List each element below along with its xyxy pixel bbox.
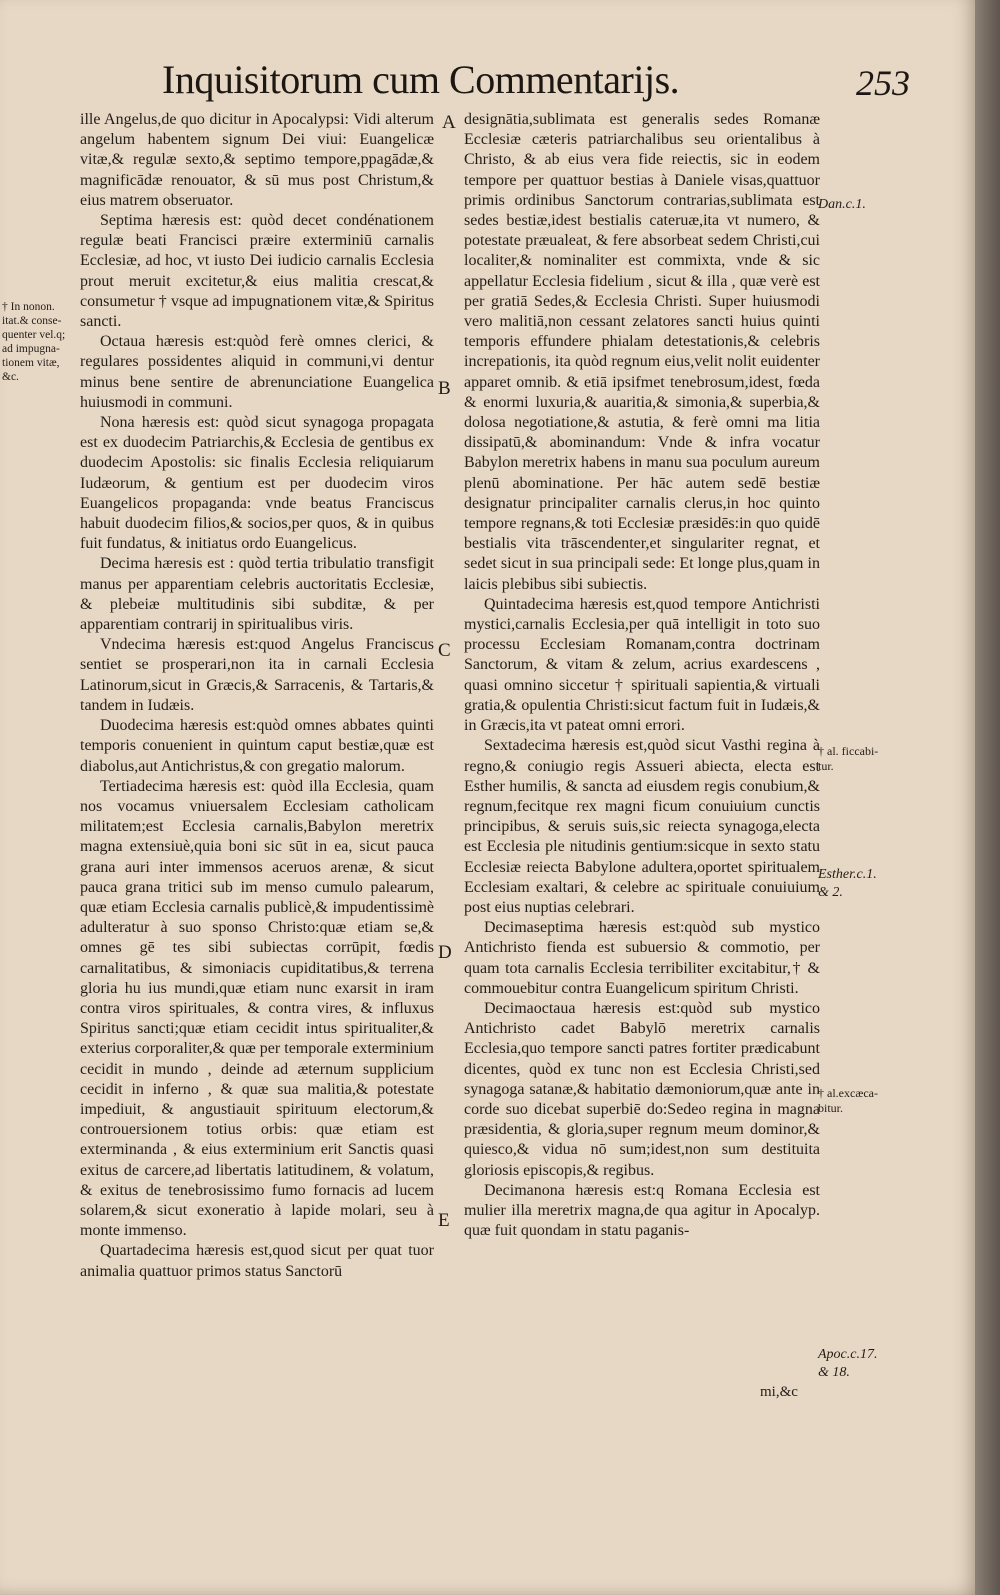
page-edge-shadow [975, 0, 1000, 1595]
section-marker-a: A [442, 112, 456, 133]
right-column [464, 110, 820, 1241]
page-number: 253 [856, 63, 910, 103]
margin-note-dan: Dan.c.1. [818, 197, 866, 212]
paragraph: designātia,sublimata est generalis sedes Romanæ Ecclesiæ cæteris patriarchalibus seu orientalibus à Christo, & ab eius vera fide reiectis, sic in eodem tempore per quattuor bestias à Daniele visas,quattuor primis ordinibus Sanctorum contrarias,sublimata est sedes bestiæ,idest bestialis cateruæ,ita vt numero, & potestate præualeat, & fere absorbeat sedem Christi,cui localiter,& nominaliter est commixta, vnde & sic appellatur Ecclesia fidelium , sicut & illa , quæ verè est per gratiā Sedes,& Ecclesia Christi. Super huiusmodi vero malitiā,non cessant zelatores sancti huius quinti temporis effundere phialam detestationis,& celebris increpationis, ita quòd regnum eius,velit nolit euidenter apparet omnib. & etiā ipsifmet tenebrosum,idest, fœda & enormi luxuria,& auaritia,& simonia,& superbia,& dolosa negotiatione,& astutia, & ferè omni ma litia dissipatū,& abominandum: Vnde & infra vocatur Babylon meretrix habens in manu sua poculum aureum plenū abominatione. Per hāc autem sedē bestiæ designatur principaliter carnalis clerus,in hoc quinto tempore regnans,& toti Ecclesiæ præsidēs:in quo quidē bestialis vita trāscendenter,et singulariter regnat, et sedet sicut in sua principali sede: Et longe plus,quam in laicis plebibus sibi subiectis. [464, 111, 820, 593]
running-title: Inquisitorum cum Commentarijs. [162, 57, 680, 102]
paragraph: Quintadecima hæresis est,quod tempore Antichristi mystici,carnalis Ecclesia,per quā intelligit in toto suo processu Ecclesiam Romanam,contra doctrinam Sanctorum, & vitam & zelum, acrius exardescens , quasi omnino siccetur † spirituali sapientia,& virtuali gratia,& opulentia Christi:sicut factum fuit in Iudæis,& in Græcis,ita vt pateat omni errori. [464, 595, 820, 735]
paragraph: Decimanona hæresis est:q Romana Ecclesia est mulier illa meretrix magna,de qua agitur in Apocalyp. quæ fuit quondam in statu paganis- [464, 1181, 820, 1240]
section-marker-d: D [438, 942, 452, 963]
paragraph: Septima hæresis est: quòd decet condénationem regulæ beati Francisci præire exterminiū carnalis Ecclesiæ, ad hoc, vt iusto Dei iudicio carnalis Ecclesia prout meruit excitetur,& eius malitia crescat,& consumetur † vsque ad impugnationem vitæ,& Spiritus sancti. [80, 212, 434, 331]
paragraph: Octaua hæresis est:quòd ferè omnes clerici, & regulares possidentes aliquid in communi,vi dentur minus bene sentire de abrenunciatione Euangelica huiusmodi in communi. [80, 333, 434, 411]
left-column [80, 110, 434, 1282]
section-marker-c: C [438, 640, 451, 661]
margin-note-alt1: † al. ficcabi- tur. [818, 744, 879, 773]
section-marker-b: B [438, 378, 451, 399]
paragraph: Quartadecima hæresis est,quod sicut per quat tuor animalia quattuor primos status Sanctorū [80, 1242, 434, 1280]
catchword: mi,&c [760, 1384, 798, 1400]
paragraph: ille Angelus,de quo dicitur in Apocalypsi: Vidi alterum angelum habentem signum Dei viui: Euangelicæ vitæ,& regulæ sexto,& septimo tempore,ppagādæ,& magnificādæ renouator, & sū mus post Christum,& eius matrem obseruator. [80, 111, 434, 209]
paragraph: Decima hæresis est : quòd tertia tribulatio transfigit manus per apparentiam celebris auctoritatis Ecclesiæ, & plebeiæ multitudinis sibi subditæ, & per apparentiam contrarij in spiritualibus viris. [80, 555, 434, 634]
paragraph: Nona hæresis est: quòd sicut synagoga propagata est ex duodecim Patriarchis,& Ecclesia de gentibus ex duodecim Apostolis: sic finalis Ecclesia reliquiarum Iudæorum, & gentium est per duodecim viros Euangelicos propaganda: vnde beatus Franciscus habuit duodecim filios,& socios,per quos, & in quibus fuit fundatus, & initiatus ordo Euangelicus. [80, 414, 434, 553]
margin-note-apoc: Apoc.c.17. & 18. [818, 1347, 878, 1380]
section-marker-e: E [438, 1210, 450, 1231]
paragraph: Decimaoctaua hæresis est:quòd sub mystico Antichristo cadet Babylō meretrix carnalis Ecclesia,quo tempore sancti patres fortiter prædicabunt dicentes, quòd ex tunc non est Ecclesia Christi,sed synagoga satanæ,& habitatio dæmoniorum,quæ ante in corde suo dicebat superbiē do:Sedeo regina in magna præsidentia, & gloria,super regnum meum dominor,& quiesco,& vidua nō sum;idest,non sum destituita gloriosis episcopis,& regibus. [464, 999, 820, 1179]
paragraph: Tertiadecima hæresis est: quòd illa Ecclesia, quam nos vocamus vniuersalem Ecclesiam catholicam militatem;est Ecclesia carnalis,Babylon meretrix magna extensiuè,quia boni sic sūt in ea, sicut pauca grana auri inter immensos aceruos arenæ, & sicut pauca grana tritici sub im menso cumulo palearum, quæ etiam Ecclesia carnalis publicè,& impudentissimè adulteratur à suo sponso Christo:quæ etiam se,& omnes gē tes sibi subiectas corrūpit, fœdis carnalitatibus, & simoniacis cupiditatibus,& terrena gloria hu ius mundi,quæ etiam nunc exarsit in iram contra viros spirituales, & contra vires, & influxus Spiritus sancti;quæ etiam cecidit intus spiritualiter,& exterius corporaliter,& quæ per temporale exterminium cecidit in mundo , deinde ad æternum supplicium cecidit in inferno , & quæ sua malitia,& potestate impediuit, & angustiauit spirituum electorum,& controuersionem totius orbis: quæ etiam est exterminanda , & eius exterminium erit Sanctis quasi exitus de carcere,ad libertatis latitudinem, & volatum, & exitus de tenebrosissimo fumo fornacis ad lucem solarem,& sicut exoneratio à lapide molari, seu à monte immenso. [80, 777, 434, 1240]
left-margin-note: † In nonon. itat.& conse- quenter vel.q; ad impugna- tionem vitæ, &c. [2, 301, 66, 383]
margin-note-esther: Esther.c.1. & 2. [818, 867, 877, 900]
margin-note-alt2: † al.excæca- bitur. [818, 1086, 878, 1115]
paragraph: Duodecima hæresis est:quòd omnes abbates quinti temporis conuenient in quintum caput bestiæ,quæ est diabolus,aut Antichristus,& con gregatio malorum. [80, 717, 434, 775]
paragraph: Decimaseptima hæresis est:quòd sub mystico Antichristo fienda est subuersio & commotio, per quam tota carnalis Ecclesia terribiliter excitabitur,† & commouebitur contra Euangelicum spiritum Christi. [464, 919, 820, 997]
paragraph: Sextadecima hæresis est,quòd sicut Vasthi regina à regno,& coniugio regis Assueri abiecta, electa est Esther humilis, & sancta ad eiusdem regis conubium,& regnum,fecitque rex magni ficum conuiuium cunctis principibus, & seruis suis,sic reiecta synagoga,electa est Ecclesia ple nitudinis gentium:sicque in sexto statu Ecclesiæ reiecta Babylone adultera,oportet spiritualem Ecclesiam exaltari, & celebre ac spirituale conuiuium post eius nuptias celebrari. [464, 737, 820, 916]
paragraph: Vndecima hæresis est:quod Angelus Franciscus sentiet se prosperari,non ita in carnali Ecclesia Latinorum,sicut in Græcis,& Sarracenis, & Tartaris,& tandem in Iudæis. [80, 636, 434, 714]
running-header [150, 56, 910, 106]
